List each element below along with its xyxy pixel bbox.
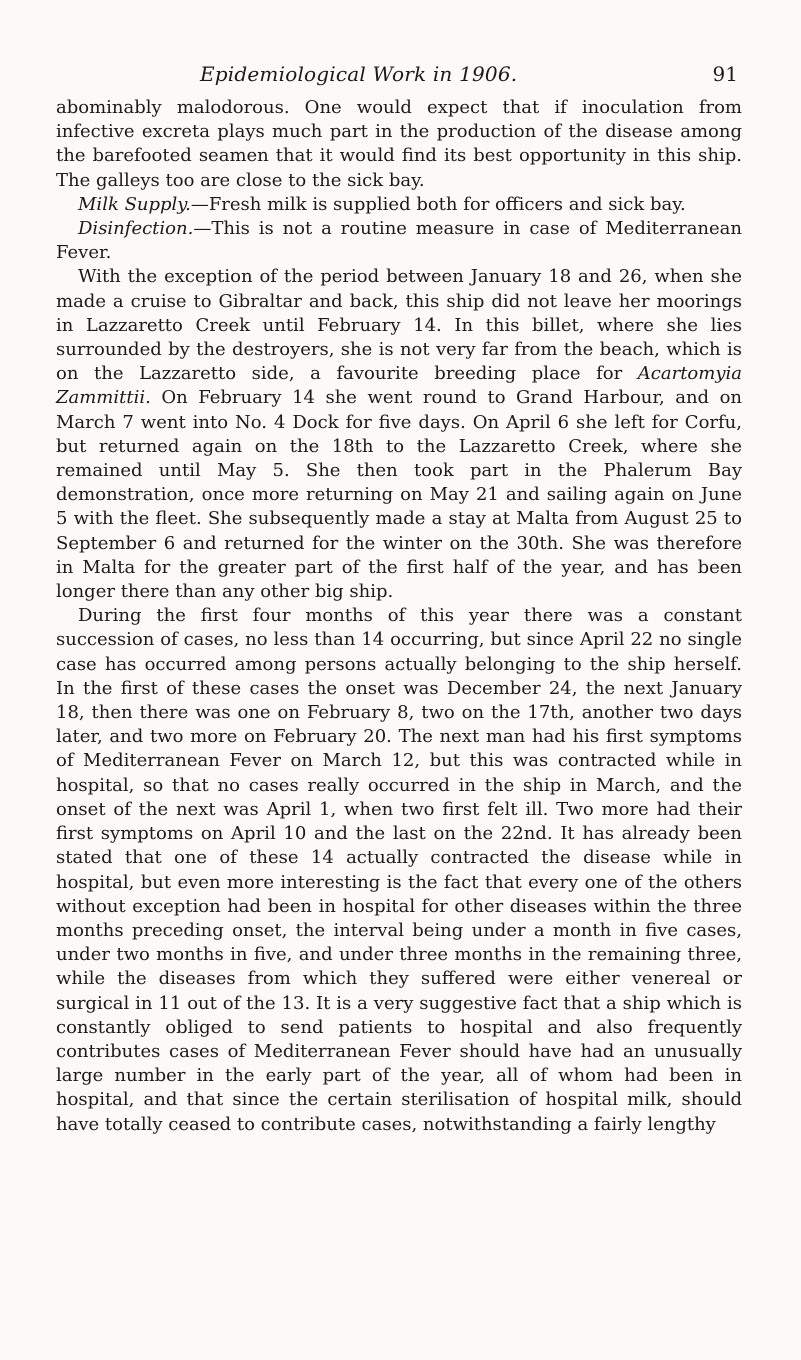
paragraph-disinfection	[56, 217, 742, 265]
paragraph-movements	[56, 265, 742, 604]
body-text	[56, 96, 742, 1137]
paragraph-milk-supply	[56, 193, 742, 217]
species-name: Acartomyia Zammittii.	[56, 363, 742, 409]
paragraph-continuation: abominably malodorous. One would expect that if inoculation from infective excreta plays much part in the production of the disease among the barefooted seamen that it would find its best opportunity in this ship. The galleys too are close to the sick bay.	[56, 97, 742, 191]
section-lead-disinfection: Disinfection.	[78, 218, 194, 240]
running-title: Epidemiological Work in 1906.	[200, 62, 518, 86]
section-lead-milk-supply: Milk Supply.	[78, 193, 191, 215]
milk-supply-text: —Fresh milk is supplied both for officers and sick bay.	[190, 193, 686, 215]
movements-text-b: On February 14 she went round to Grand Harbour, and on March 7 went into No. 4 Dock for five days. On April 6 she left for Corfu, but returned again on the 18th to the Lazzaretto Creek, where she remained until May 5. She then took part in the Phalerum Bay demonstration, once more returning on May 21 and sailing again on June 5 with the fleet. She subsequently made a stay at Malta from August 25 to September 6 and returned for the winter on the 30th. She was therefore in Malta for the greater part of the first half of the year, and has been longer there than any other big ship.	[56, 387, 742, 603]
paragraph-cases: During the first four months of this year there was a constant succession of cases, no less than 14 occurring, but since April 22 no single case has occurred among persons actually belonging to the ship herself. In the first of these cases the onset was December 24, the next January 18, then there was one on February 8, two on the 17th, another two days later, and two more on February 20. The next man had his first symptoms of Mediterranean Fever on March 12, but this was contracted while in hospital, so that no cases really occurred in the ship in March, and the onset of the next was April 1, when two first felt ill. Two more had their first symptoms on April 10 and the last on the 22nd. It has already been stated that one of these 14 actually contracted the disease while in hospital, but even more interesting is the fact that every one of the others without exception had been in hospital for other diseases within the three months preceding onset, the interval being under a month in five cases, under two months in five, and under three months in the remaining three, while the diseases from which they suffered were either venereal or surgical in 11 out of the 13. It is a very suggestive fact that a ship which is constantly obliged to send patients to hospital and also frequently contributes cases of Mediterranean Fever should have had an unusually large number in the early part of the year, all of whom had been in hospital, and that since the certain sterilisation of hospital milk, should have totally ceased to contribute cases, notwithstanding a fairly lengthy	[56, 605, 742, 1135]
page-number: 91	[712, 62, 738, 86]
movements-text-a: With the exception of the period between January 18 and 26, when she made a cruise to Gibraltar and back, this ship did not leave her moorings in Lazzaretto Creek until February 14. In this billet, where she lies surrounded by the destroyers, she is not very far from the beach, which is on the Lazzaretto side, a favourite breeding place for	[56, 266, 742, 385]
disinfection-text: —This is not a routine measure in case of Mediterranean Fever.	[56, 218, 742, 264]
